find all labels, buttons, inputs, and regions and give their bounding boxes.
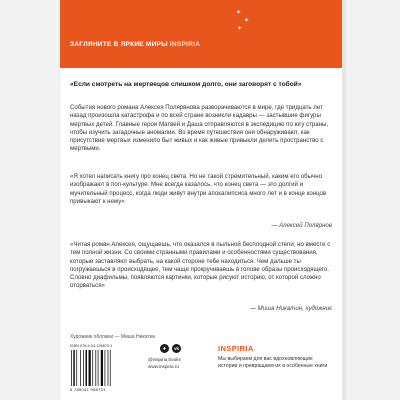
barcode-bar: [76, 350, 77, 386]
barcode-block: [70, 344, 118, 394]
barcode-bar: [92, 350, 93, 386]
series-lead: ЗАГЛЯНИТЕ В ЯРКИЕ МИРЫ: [70, 41, 168, 48]
telegram-icon: ✈: [160, 344, 169, 353]
artist-signature: — Миша Никатин, художник: [249, 305, 332, 312]
website-link: www.inspiria.ru: [148, 364, 179, 369]
book-back-cover: [60, 0, 342, 400]
book-spine-edge: [342, 0, 346, 400]
top-color-band: [60, 0, 342, 68]
cover-artist-credit: Художник обложки — Миша Никатин: [70, 334, 156, 340]
lead-quote: «Если смотреть на мертвецов слишком долго, они заговорят с тобой»: [70, 81, 302, 88]
barcode-bar: [108, 350, 109, 386]
barcode-bar: [95, 350, 96, 386]
publisher-logo: INSPIRIA: [218, 344, 254, 353]
star-icon: ✦: [237, 26, 243, 32]
author-quote-text: «Я хотел написать книгу про конец света. Но не такой стремительный, каким его обычно изображают в поп-культуре. Мне всегда казалось, что конец света — это долгий и мучительный процесс, когда люди живут внутри апокалипсиса много лет и в конце концов привыкают к нему»: [70, 173, 327, 205]
vk-icon: vk: [173, 346, 179, 351]
barcode-image: [70, 350, 118, 386]
barcode-bar: [89, 350, 91, 386]
barcode-bar: [83, 350, 84, 386]
star-icon: ✦: [236, 10, 242, 16]
star-icon: ✦: [244, 18, 250, 24]
social-handle: @inspiria.books: [148, 357, 181, 362]
synopsis-text: События нового романа Алексея Полярвнова разворачиваются в мире, где тридцать лет назад произошла катастрофа и по всей стране возникли кадавры — застывшие фигуры мертвых детей. Главные герои Матвей и Даша отправляются в экспедицию по югу страны, чтобы изучить загадочные аномалии. Во время путешествия они обнаруживают, как присутствие мертвых изменило быт живых и как живые привыкли делить пространство с мертвыми.: [70, 104, 329, 153]
series-brand: INSPIRIA: [169, 41, 201, 48]
artist-quote-text: «Читая роман Алексея, ощущаешь, что оказался в пыльной бесплодной степи, но вместе с тем полной жизни. Со своими странными правилами и особенностями существования, которые заставляют выбрать, на какой стороне тебе находиться. Чем дальше ты погружаешься в происходящее, тем чаще прокручиваешь в голове образы происходящего. Словно диафильмы, появляются картинки, которые рисуют историю, от которой сложно оторваться»: [70, 241, 331, 290]
barcode-bar: [73, 350, 75, 386]
barcode-bar: [80, 350, 81, 386]
barcode-bar: [105, 350, 106, 386]
barcode-bar: [86, 350, 88, 386]
barcode-bar: [110, 350, 111, 386]
barcode-bar: [98, 350, 99, 386]
author-signature: — Алексей Полярнов: [271, 222, 332, 229]
isbn-label: ISBN 978-5-04-195870-1: [70, 344, 113, 348]
publisher-tagline: Мы выбираем для вас вдохновляющие истории и превращаем их в особенные книги: [218, 356, 328, 369]
barcode-number: 9 785041 958701: [70, 387, 106, 392]
series-heading: [70, 41, 200, 48]
barcode-bar: [101, 350, 103, 386]
barcode-bar: [71, 350, 72, 386]
